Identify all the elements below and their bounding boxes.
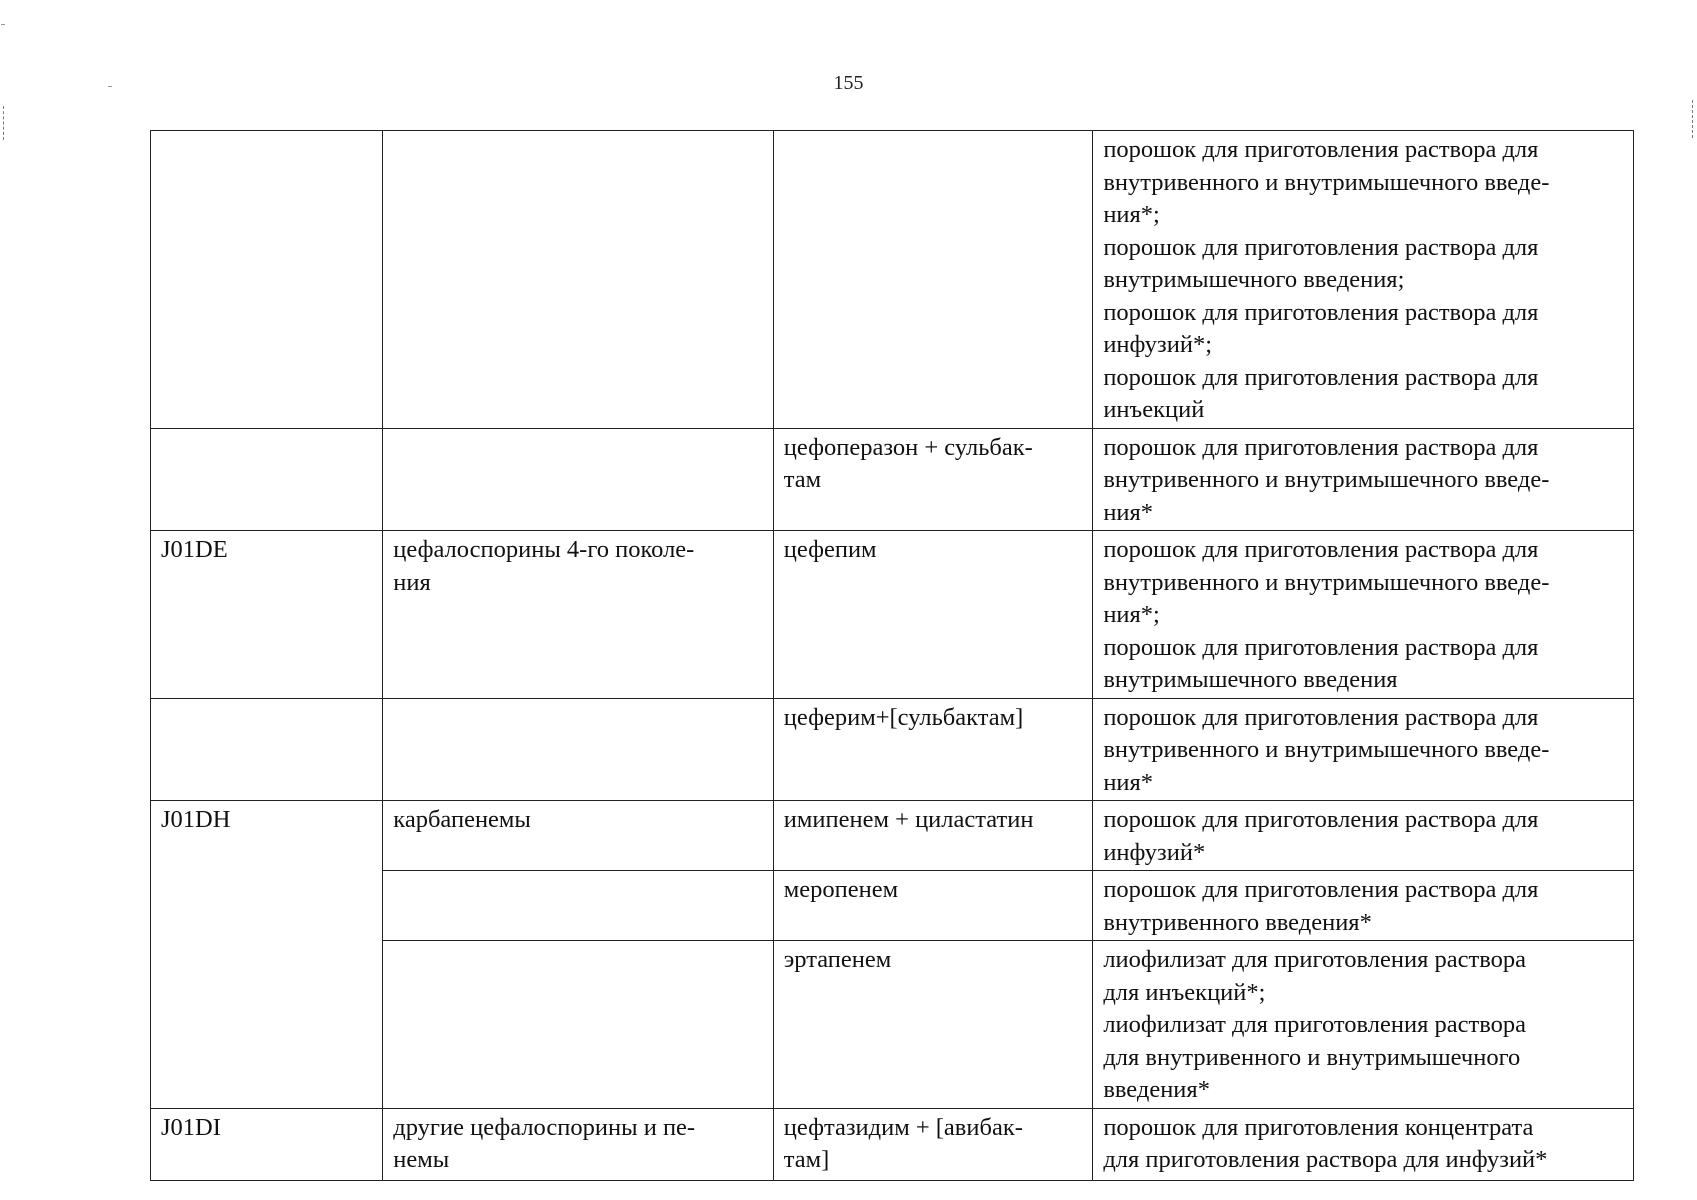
- drug-name-cell: имипенем + циластатин: [773, 801, 1093, 871]
- group-cell: [383, 941, 774, 1109]
- scan-edge-dot: [108, 86, 112, 87]
- dosage-form-cell: порошок для приготовления раствора для внутривенного и внутримышечного введе- ния*; порошок для приготовления раствора для внутримышечного введения: [1093, 531, 1634, 699]
- dosage-form-cell: порошок для приготовления раствора для внутривенного введения*: [1093, 871, 1634, 941]
- group-cell: цефалоспорины 4-го поколе- ния: [383, 531, 774, 699]
- page-number: 155: [833, 72, 864, 94]
- scan-edge-dot: [1, 24, 5, 25]
- scan-edge-mark: [3, 106, 4, 140]
- dosage-form-cell: порошок для приготовления концентрата для приготовления раствора для инфузий*: [1093, 1108, 1634, 1180]
- drug-name-cell: цефоперазон + сульбак- там: [773, 428, 1093, 531]
- table-row: [151, 531, 1634, 699]
- dosage-form-cell: порошок для приготовления раствора для внутривенного и внутримышечного введе- ния*: [1093, 698, 1634, 801]
- atc-code-cell: [151, 131, 383, 429]
- drug-name-cell: цеферим+[сульбактам]: [773, 698, 1093, 801]
- dosage-form-cell: порошок для приготовления раствора для внутривенного и внутримышечного введе- ния*; порошок для приготовления раствора для внутримышечного введения; порошок для приготовления раствора для инфузий*; порошок для приготовления раствора для инъекций: [1093, 131, 1634, 429]
- table-row: [151, 428, 1634, 531]
- group-cell: карбапенемы: [383, 801, 774, 871]
- drug-name-cell: цефепим: [773, 531, 1093, 699]
- atc-code-cell: [151, 698, 383, 801]
- drug-name-cell: цефтазидим + [авибак- там]: [773, 1108, 1093, 1180]
- group-cell: другие цефалоспорины и пе- немы: [383, 1108, 774, 1180]
- table-row: [151, 698, 1634, 801]
- group-cell: [383, 131, 774, 429]
- group-cell: [383, 871, 774, 941]
- dosage-form-cell: порошок для приготовления раствора для инфузий*: [1093, 801, 1634, 871]
- group-cell: [383, 698, 774, 801]
- table-row: [151, 801, 1634, 871]
- drug-name-cell: эртапенем: [773, 941, 1093, 1109]
- dosage-form-cell: порошок для приготовления раствора для внутривенного и внутримышечного введе- ния*: [1093, 428, 1634, 531]
- scan-edge-mark: [1692, 100, 1693, 138]
- dosage-form-cell: лиофилизат для приготовления раствора для инъекций*; лиофилизат для приготовления раствора для внутривенного и внутримышечного введения*: [1093, 941, 1634, 1109]
- group-cell: [383, 428, 774, 531]
- atc-code-cell: J01DH: [151, 801, 383, 1109]
- drug-table: [150, 130, 1634, 1181]
- atc-code-cell: J01DE: [151, 531, 383, 699]
- atc-code-cell: [151, 428, 383, 531]
- drug-name-cell: [773, 131, 1093, 429]
- table-row: [151, 1108, 1634, 1180]
- drug-name-cell: меропенем: [773, 871, 1093, 941]
- atc-code-cell: J01DI: [151, 1108, 383, 1180]
- table-row: [151, 131, 1634, 429]
